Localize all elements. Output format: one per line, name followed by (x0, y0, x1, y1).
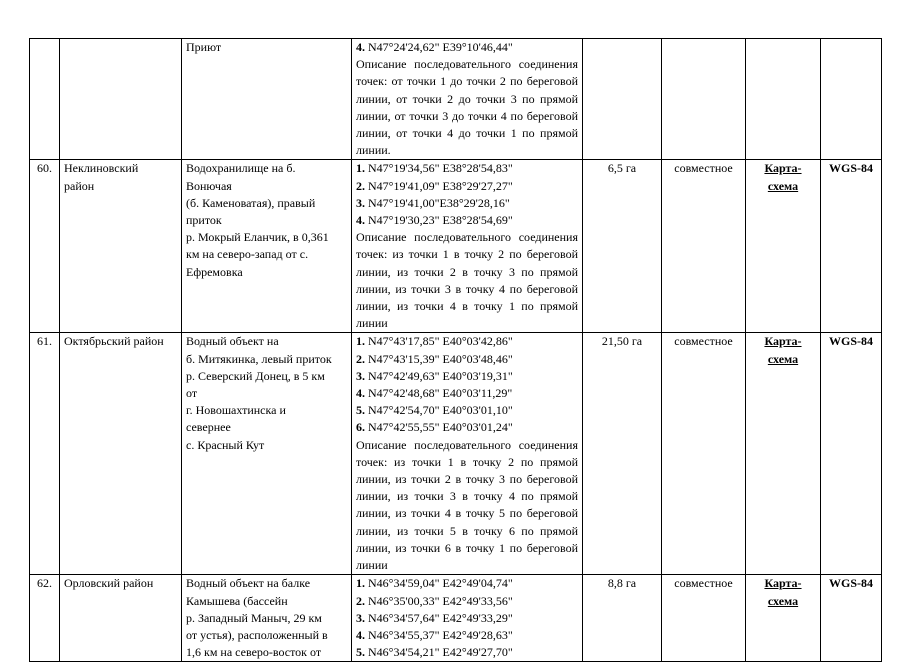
coordinate-system-cell: WGS-84 (821, 160, 882, 333)
water-body-cell (182, 575, 352, 662)
coordinate-point: 4. N46°34'55,37" E42°49'28,63" (356, 627, 513, 642)
map-link-line[interactable]: Карта- (764, 576, 802, 591)
coordinate-point: 5. N46°34'54,21" E42°49'27,70" (356, 645, 513, 660)
coordinate-system-cell (821, 39, 882, 160)
coordinate-point: 5. N47°42'54,70" E40°03'01,10" (356, 403, 513, 418)
row-number (30, 39, 60, 160)
water-body-cell (182, 39, 352, 160)
map-link-cell[interactable] (746, 575, 821, 662)
district-line: Неклиновский (64, 161, 139, 176)
water-body-line: 1,6 км на северо-восток от (186, 645, 322, 660)
map-link-line[interactable]: схема (767, 351, 799, 366)
water-body-line: от (186, 386, 198, 401)
map-link-line[interactable]: схема (767, 178, 799, 193)
coordinate-point: 3. N46°34'57,64" E42°49'33,29" (356, 610, 513, 625)
coordinate-point: 1. N47°43'17,85" E40°03'42,86" (356, 334, 513, 349)
water-body-line: с. Красный Кут (186, 437, 265, 452)
coordinate-point: 2. N46°35'00,33" E42°49'33,56" (356, 593, 513, 608)
district-cell (60, 39, 182, 160)
water-body-line: (б. Каменоватая), правый (186, 195, 316, 210)
area-cell: 21,50 га (583, 333, 662, 575)
water-body-line: Ефремовка (186, 264, 243, 279)
area-cell: 6,5 га (583, 160, 662, 333)
coordinates-cell (352, 160, 583, 333)
water-body-line: Водный объект на (186, 334, 279, 349)
water-body-line: Водный объект на балке (186, 576, 311, 591)
coordinate-point: 6. N47°42'55,55" E40°03'01,24" (356, 420, 513, 435)
water-body-line: Вонючая (186, 178, 232, 193)
coordinate-system-cell: WGS-84 (821, 575, 882, 662)
water-body-line: Приют (186, 40, 222, 54)
coordinate-point: 2. N47°19'41,09" E38°29'27,27" (356, 178, 513, 193)
coordinate-point: 4. N47°19'30,23" E38°28'54,69" (356, 213, 513, 228)
coordinate-point: 1. N46°34'59,04" E42°49'04,74" (356, 576, 513, 591)
table-row (30, 575, 882, 662)
district-cell (60, 575, 182, 662)
map-link-line[interactable]: схема (767, 593, 799, 608)
coordinates-cell (352, 333, 583, 575)
water-body-line: Камышева (бассейн (186, 593, 288, 608)
table-row (30, 333, 882, 575)
coordinates-cell (352, 575, 583, 662)
water-body-line: б. Митякинка, левый приток (186, 351, 332, 366)
connection-description: Описание последовательного соединения точек: из точки 1 в точку 2 по береговой линии, из точки 2 в точку 3 по прямой линии, из точки 3 в точку 4 по береговой линии, из точки 4 в точку 1 по прямой линии (356, 230, 578, 331)
water-body-line: севернее (186, 420, 231, 435)
table-row (30, 39, 882, 160)
map-link-cell[interactable] (746, 333, 821, 575)
coordinate-point: 3. N47°19'41,00"E38°29'28,16" (356, 195, 510, 210)
district-line: Орловский район (64, 576, 154, 591)
water-body-line: км на северо-запад от с. (186, 247, 309, 262)
water-body-line: Водохранилище на б. (186, 161, 296, 176)
coordinate-point: 3. N47°42'49,63" E40°03'19,31" (356, 368, 513, 383)
water-body-line: от устья), расположенный в (186, 627, 328, 642)
table-row (30, 160, 882, 333)
row-number: 61. (30, 333, 60, 575)
usage-type-cell (662, 39, 746, 160)
district-cell (60, 333, 182, 575)
coordinates-cell (352, 39, 583, 160)
map-link-cell[interactable] (746, 160, 821, 333)
coordinate-system-cell: WGS-84 (821, 333, 882, 575)
area-cell (583, 39, 662, 160)
coordinate-point: 1. N47°19'34,56" E38°28'54,83" (356, 161, 513, 176)
map-link-line[interactable]: Карта- (764, 334, 802, 349)
connection-description: Описание последовательного соединения точек: от точки 1 до точки 2 по береговой линии, от точки 2 до точки 3 по прямой линии, от точки 3 до точки 4 по береговой линии, от точки 4 до точки 1 по прямой линии. (356, 57, 578, 158)
water-body-line: г. Новошахтинска и (186, 403, 286, 418)
connection-description: Описание последовательного соединения точек: из точки 1 в точку 2 по прямой линии, из точки 2 в точку 3 по береговой линии, из точки 3 в точку 4 по прямой линии, из точки 4 в точку 5 по береговой линии, из точки 5 в точку 6 по прямой линии, из точки 6 в точку 1 по береговой линии (356, 437, 578, 573)
district-line: Октябрьский район (64, 334, 164, 349)
water-body-line: приток (186, 213, 222, 228)
water-body-cell (182, 160, 352, 333)
map-link-cell (746, 39, 821, 160)
coordinate-point: 2. N47°43'15,39" E40°03'48,46" (356, 351, 513, 366)
usage-type-cell: совместное (662, 160, 746, 333)
water-body-line: р. Мокрый Еланчик, в 0,361 (186, 230, 329, 245)
coordinate-point: 4. N47°42'48,68" E40°03'11,29" (356, 386, 513, 401)
usage-type-cell: совместное (662, 575, 746, 662)
district-line: район (64, 178, 95, 193)
water-body-line: р. Западный Маныч, 29 км (186, 610, 322, 625)
row-number: 62. (30, 575, 60, 662)
water-body-line: р. Северский Донец, в 5 км (186, 368, 325, 383)
map-link-line[interactable]: Карта- (764, 161, 802, 176)
registry-table (29, 38, 882, 662)
district-cell (60, 160, 182, 333)
area-cell: 8,8 га (583, 575, 662, 662)
row-number: 60. (30, 160, 60, 333)
coordinate-point: 4. N47°24'24,62" E39°10'46,44" (356, 40, 513, 54)
water-body-cell (182, 333, 352, 575)
usage-type-cell: совместное (662, 333, 746, 575)
